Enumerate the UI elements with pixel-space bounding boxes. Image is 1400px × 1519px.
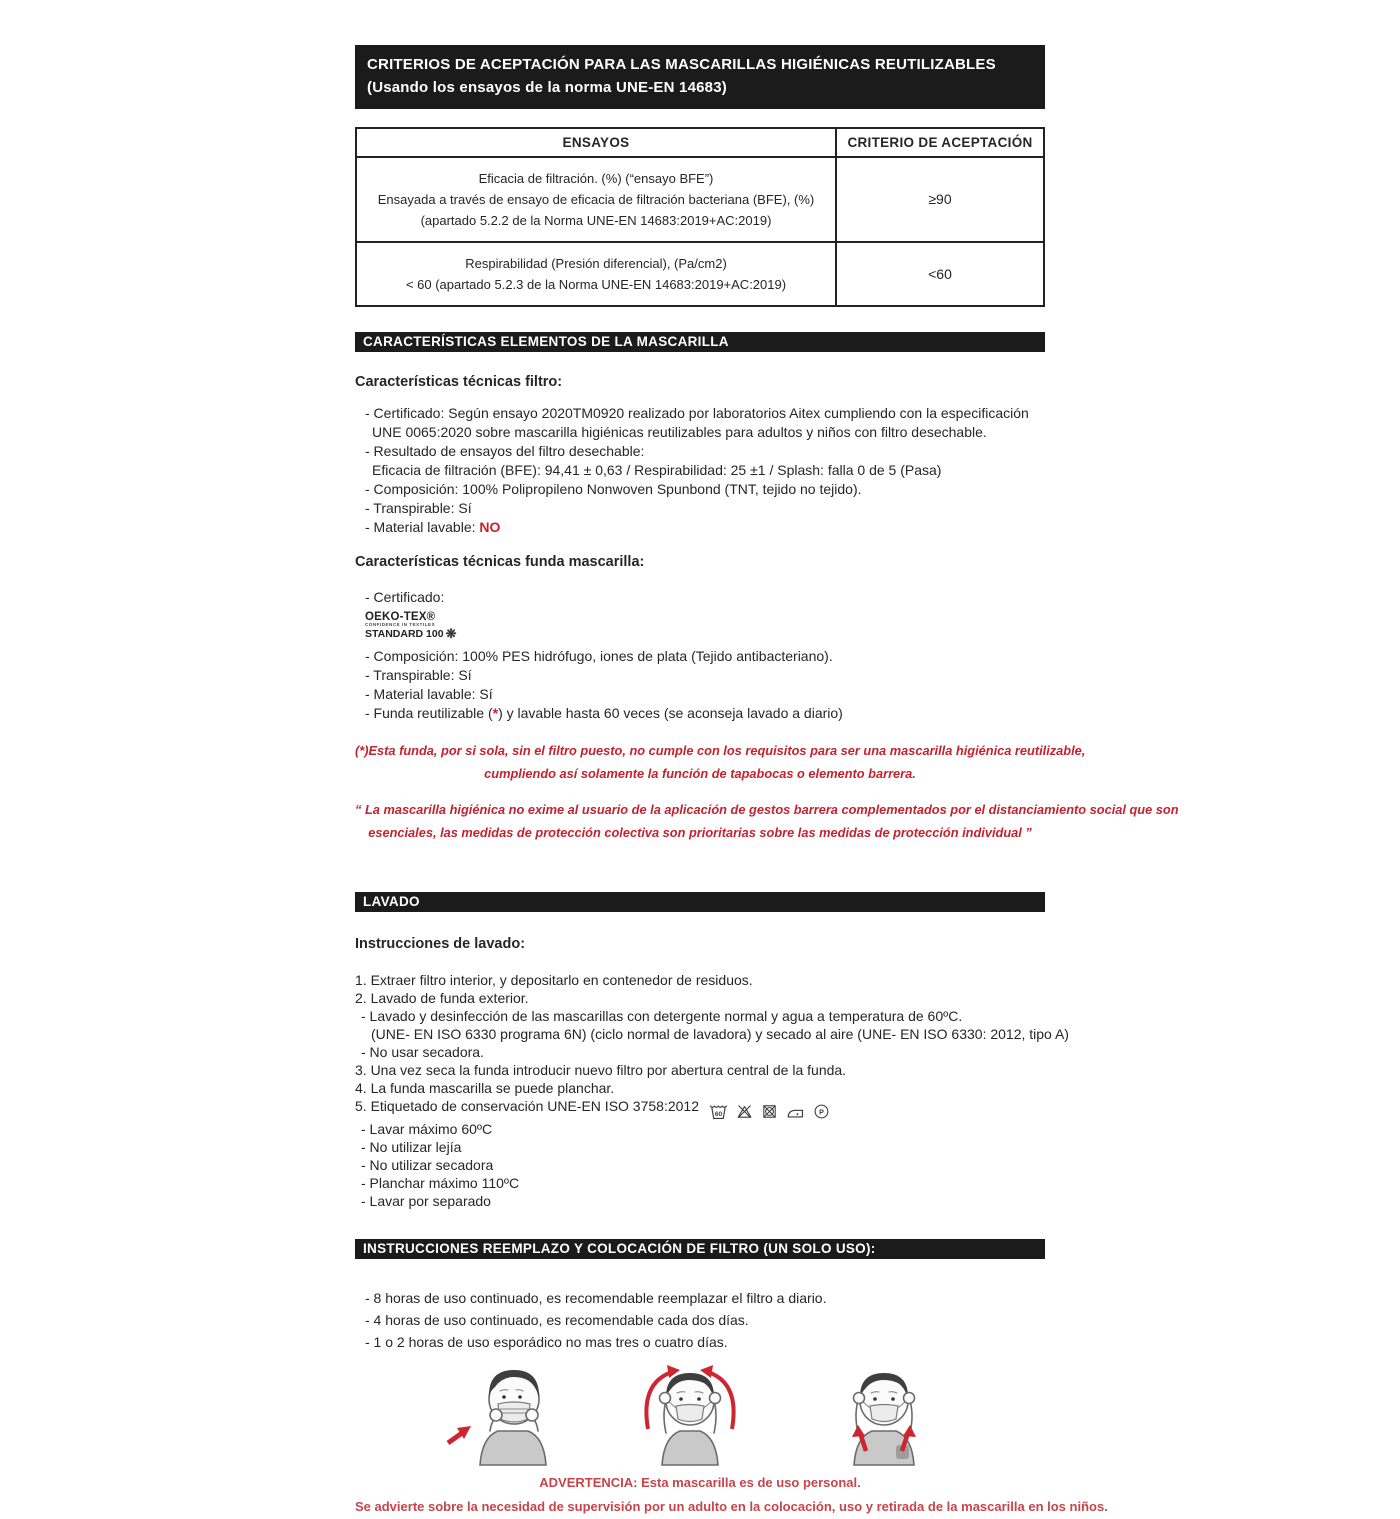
funda-heading: Características técnicas funda mascarilla: <box>355 553 645 570</box>
filtro-list <box>355 404 1045 537</box>
lavado-rule-planchar: - Planchar máximo 110ºC <box>361 1174 520 1191</box>
filtro-lavable-label: - Material lavable: <box>365 518 480 535</box>
oeko-tex-logo <box>365 611 456 641</box>
title-bar <box>355 45 1045 109</box>
advertencia-line2: Se advierte sobre la necesidad de supervisión por un adulto en la colocación, uso y retirada de la mascarilla en los niños. <box>355 1498 1108 1514</box>
content-column <box>355 45 1179 1519</box>
iron-icon <box>786 1103 805 1120</box>
ensayo-bfe-cell <box>356 157 836 242</box>
lavado-step-2: 2. Lavado de funda exterior. <box>355 989 529 1006</box>
criterio-bfe-value: ≥90 <box>836 157 1044 242</box>
mask-step-2-figure <box>610 1363 770 1465</box>
table-header-row <box>356 128 1044 157</box>
barrera-note <box>355 798 1179 844</box>
wash-max-60-icon <box>709 1103 728 1120</box>
ensayo-bfe-line2: Ensayada a través de ensayo de eficacia de filtración bacteriana (BFE), (%) <box>377 191 815 207</box>
do-not-bleach-icon <box>736 1103 753 1120</box>
mask-step-3-figure <box>804 1363 964 1465</box>
reemplazo-1-2h-line: - 1 o 2 horas de uso esporádico no mas tres o cuatro días. <box>365 1333 728 1350</box>
ensayo-respirabilidad-cell <box>356 242 836 306</box>
red-arrow-icon <box>448 1426 471 1443</box>
filtro-certificado-line1: - Certificado: Según ensayo 2020TM0920 realizado por laboratorios Aitex cumpliendo con la especificación <box>365 404 1029 421</box>
lavado-section-bar: LAVADO <box>355 892 1045 912</box>
lavado-step-2b: - No usar secadora. <box>361 1043 484 1060</box>
caracteristicas-section-bar: CARACTERÍSTICAS ELEMENTOS DE LA MASCARILLA <box>355 332 1045 352</box>
filtro-certificado-line2: UNE 0065:2020 sobre mascarilla higiénicas reutilizables para adultos y niños con filtro desechable. <box>372 423 987 440</box>
acceptance-criteria-table <box>355 127 1045 307</box>
column-header-ensayos: ENSAYOS <box>356 128 836 157</box>
mask-step-1-figure <box>436 1363 576 1465</box>
reemplazo-4h-line: - 4 horas de uso continuado, es recomendable cada dos días. <box>365 1311 749 1328</box>
ensayo-respirabilidad-line1: Respirabilidad (Presión diferencial), (Pa/cm2) <box>465 255 727 271</box>
do-not-tumble-dry-icon <box>761 1103 778 1120</box>
criterio-respirabilidad-value: <60 <box>836 242 1044 306</box>
lavado-step-4: 4. La funda mascarilla se puede planchar. <box>355 1079 615 1096</box>
funda-note-line1: (*)Esta funda, por si sola, sin el filtro puesto, no cumple con los requisitos para ser una mascarilla higiénica reutilizable, <box>355 742 1086 758</box>
svg-text:P: P <box>818 1108 824 1117</box>
filtro-composicion-line: - Composición: 100% Polipropileno Nonwoven Spunbond (TNT, tejido no tejido). <box>365 480 862 497</box>
oeko-flower-icon: ❋ <box>445 626 457 642</box>
title-line-1: CRITERIOS DE ACEPTACIÓN PARA LAS MASCARILLAS HIGIÉNICAS REUTILIZABLES <box>367 56 996 73</box>
barrera-note-line2: esenciales, las medidas de protección colectiva son prioritarias sobre las medidas de protección individual ” <box>368 824 1032 840</box>
reemplazo-section-bar: INSTRUCCIONES REEMPLAZO Y COLOCACIÓN DE FILTRO (UN SOLO USO): <box>355 1239 1045 1259</box>
filtro-resultado-line: - Resultado de ensayos del filtro desechable: <box>365 442 645 459</box>
funda-composicion-line: - Composición: 100% PES hidrófugo, iones de plata (Tejido antibacteriano). <box>365 647 833 664</box>
lavado-step-1: 1. Extraer filtro interior, y depositarlo en contenedor de residuos. <box>355 971 753 988</box>
lavado-rule-temp: - Lavar máximo 60ºC <box>361 1120 493 1137</box>
funda-note <box>355 739 1086 785</box>
lavado-rule-secadora: - No utilizar secadora <box>361 1156 494 1173</box>
ensayo-bfe-line3: (apartado 5.2.2 de la Norma UNE-EN 14683:2019+AC:2019) <box>420 212 772 228</box>
lavado-heading: Instrucciones de lavado: <box>355 935 526 952</box>
filtro-lavable-value: NO <box>479 518 501 535</box>
title-line-2: (Usando los ensayos de la norma UNE-EN 14683) <box>367 79 727 97</box>
advertencia-line1: ADVERTENCIA: Esta mascarilla es de uso personal. <box>539 1474 861 1490</box>
ensayo-respirabilidad-line2: < 60 (apartado 5.2.3 de la Norma UNE-EN 14683:2019+AC:2019) <box>405 276 787 292</box>
lavado-rule-separado: - Lavar por separado <box>361 1192 491 1209</box>
lavado-step-3: 3. Una vez seca la funda introducir nuevo filtro por abertura central de la funda. <box>355 1061 847 1078</box>
filtro-resultado-valores: Eficacia de filtración (BFE): 94,41 ± 0,63 / Respirabilidad: 25 ±1 / Splash: falla 0 de 5 (Pasa) <box>372 461 942 478</box>
filtro-transpirable-line: - Transpirable: Sí <box>365 499 472 516</box>
care-symbols <box>709 1101 834 1120</box>
table-row <box>356 242 1044 306</box>
oeko-tex-wordmark: OEKO-TEX® <box>365 610 436 623</box>
lavado-list <box>355 971 1069 1210</box>
funda-lavable-line: - Material lavable: Sí <box>365 685 493 702</box>
funda-transpirable-line: - Transpirable: Sí <box>365 666 472 683</box>
ensayo-bfe-line1: Eficacia de filtración. (%) (“ensayo BFE”) <box>478 170 714 186</box>
filtro-heading: Características técnicas filtro: <box>355 373 563 390</box>
lavado-rule-lejia: - No utilizar lejía <box>361 1138 462 1155</box>
table-row <box>356 157 1044 242</box>
funda-certificado-line: - Certificado: <box>365 588 445 605</box>
funda-note-line2: cumpliendo así solamente la función de tapabocas o elemento barrera. <box>484 765 916 781</box>
professional-care-icon <box>813 1103 830 1120</box>
svg-text:60: 60 <box>714 1110 723 1118</box>
lavado-step-2a: - Lavado y desinfección de las mascarillas con detergente normal y agua a temperatura de 60ºC. <box>361 1007 963 1024</box>
reemplazo-list <box>355 1287 1045 1353</box>
lavado-step-5: 5. Etiquetado de conservación UNE-EN ISO 3758:2012 60 P <box>355 1097 1045 1120</box>
mask-instruction-figures <box>355 1363 1045 1465</box>
funda-list <box>355 588 1045 723</box>
red-asterisk: * <box>492 704 499 721</box>
advertencia-block <box>355 1471 1108 1519</box>
oeko-tex-tagline: CONFIDENCE IN TEXTILES <box>365 621 436 627</box>
column-header-criterio: CRITERIO DE ACEPTACIÓN <box>836 128 1044 157</box>
oeko-tex-standard: STANDARD 100 ❋ <box>365 626 457 642</box>
lavado-step-2a-cont: (UNE- EN ISO 6330 programa 6N) (ciclo normal de lavadora) y secado al aire (UNE- EN ISO 6330: 2012, tipo A) <box>371 1025 1069 1042</box>
funda-reutilizable-line: - Funda reutilizable (*) y lavable hasta 60 veces (se aconseja lavado a diario) <box>365 704 843 721</box>
barrera-note-line1: “ La mascarilla higiénica no exime al usuario de la aplicación de gestos barrera complementados por el distanciamiento social que son <box>355 801 1179 817</box>
reemplazo-8h-line: - 8 horas de uso continuado, es recomendable reemplazar el filtro a diario. <box>365 1289 827 1306</box>
filtro-lavable-line <box>355 518 1045 537</box>
